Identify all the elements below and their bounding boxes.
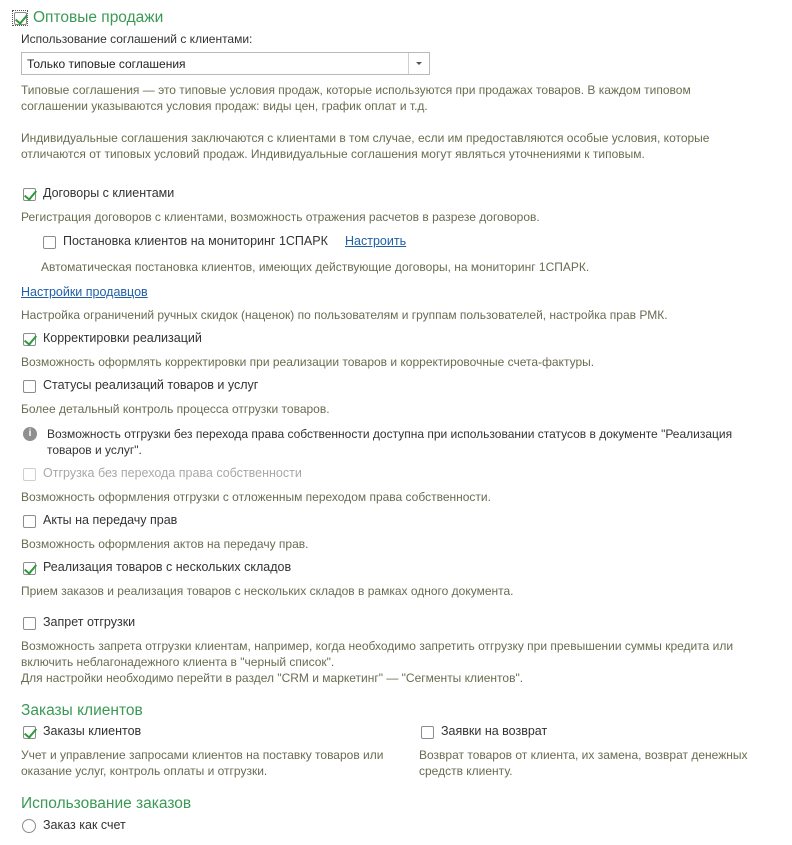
- chevron-down-icon[interactable]: [408, 53, 429, 74]
- rights-acts-checkbox[interactable]: [23, 515, 36, 528]
- statuses-checkbox[interactable]: [23, 380, 36, 393]
- info-icon: i: [23, 427, 37, 441]
- monitoring-configure-link[interactable]: Настроить: [345, 234, 407, 248]
- shipment-ban-checkbox[interactable]: [23, 617, 36, 630]
- shipment-ban-desc: Возможность запрета отгрузки клиентам, например, когда необходимо запретить отгрузку при превышении суммы кредита или включить неблагонадежного клиента в "черный список".: [21, 639, 734, 669]
- sellers-desc: Настройка ограничений ручных скидок (наценок) по пользователям и группам пользователей, настройка прав РМК.: [21, 308, 668, 322]
- info-note: Возможность отгрузки без перехода права собственности доступна при использовании статусов в документе "Реализация товаров и услуг".: [47, 427, 733, 457]
- orders-usage-title: Использование заказов: [21, 795, 192, 812]
- multi-warehouse-desc: Прием заказов и реализация товаров с нескольких складов в рамках одного документа.: [21, 584, 514, 598]
- agreements-label: Использование соглашений с клиентами:: [21, 32, 253, 46]
- shipment-no-transfer-desc: Возможность оформления отгрузки с отложенным переходом права собственности.: [21, 490, 491, 504]
- client-orders-checkbox[interactable]: [23, 726, 36, 739]
- wholesale-checkbox[interactable]: [12, 10, 28, 26]
- rights-acts-desc: Возможность оформления актов на передачу прав.: [21, 537, 309, 551]
- order-as-invoice-label[interactable]: Заказ как счет: [43, 818, 126, 832]
- individual-agreements-desc: Индивидуальные соглашения заключаются с клиентами в том случае, если им предоставляются особые условия, которые отличаются от типовых условий продаж. Индивидуальные соглашения могут являться уточнениями к типовым.: [21, 131, 710, 161]
- corrections-desc: Возможность оформлять корректировки при реализации товаров и корректировочные счета-фактуры.: [21, 355, 595, 369]
- multi-warehouse-checkbox[interactable]: [23, 562, 36, 575]
- contracts-label[interactable]: Договоры с клиентами: [43, 186, 175, 200]
- returns-label[interactable]: Заявки на возврат: [441, 724, 548, 738]
- corrections-label[interactable]: Корректировки реализаций: [43, 331, 202, 345]
- agreements-select-value: Только типовые соглашения: [27, 57, 186, 71]
- wholesale-title: Оптовые продажи: [33, 9, 164, 26]
- shipment-ban-hint: Для настройки необходимо перейти в раздел "CRM и маркетинг" — "Сегменты клиентов".: [21, 671, 524, 685]
- client-orders-label[interactable]: Заказы клиентов: [43, 724, 142, 738]
- sellers-settings-link[interactable]: Настройки продавцов: [21, 285, 148, 299]
- wholesale-check[interactable]: [14, 12, 27, 25]
- contracts-checkbox[interactable]: [23, 188, 36, 201]
- multi-warehouse-label[interactable]: Реализация товаров с нескольких складов: [43, 560, 292, 574]
- shipment-no-transfer-label: Отгрузка без перехода права собственности: [43, 466, 302, 480]
- client-orders-desc: Учет и управление запросами клиентов на поставку товаров или оказание услуг, контроль оплаты и отгрузки.: [21, 748, 384, 778]
- monitoring-label[interactable]: Постановка клиентов на мониторинг 1СПАРК: [63, 234, 328, 248]
- returns-desc: Возврат товаров от клиента, их замена, возврат денежных средств клиенту.: [419, 748, 748, 778]
- statuses-label[interactable]: Статусы реализаций товаров и услуг: [43, 378, 259, 392]
- typical-agreements-desc: Типовые соглашения — это типовые условия продаж, которые используются при продажах товаров. В каждом типовом соглашении указываются условия продаж: виды цен, график оплат и т.д.: [21, 83, 691, 113]
- client-orders-title: Заказы клиентов: [21, 702, 143, 719]
- corrections-checkbox[interactable]: [23, 333, 36, 346]
- shipment-ban-label[interactable]: Запрет отгрузки: [43, 615, 136, 629]
- returns-checkbox[interactable]: [421, 726, 434, 739]
- rights-acts-label[interactable]: Акты на передачу прав: [43, 513, 178, 527]
- statuses-desc: Более детальный контроль процесса отгрузки товаров.: [21, 402, 330, 416]
- monitoring-desc: Автоматическая постановка клиентов, имеющих действующие договоры, на мониторинг 1СПАРК.: [41, 260, 590, 274]
- order-as-invoice-radio[interactable]: [22, 819, 36, 833]
- monitoring-checkbox[interactable]: [43, 236, 56, 249]
- contracts-desc: Регистрация договоров с клиентами, возможность отражения расчетов в разрезе договоров.: [21, 210, 540, 224]
- agreements-select[interactable]: [21, 52, 430, 75]
- shipment-no-transfer-checkbox: [23, 468, 36, 481]
